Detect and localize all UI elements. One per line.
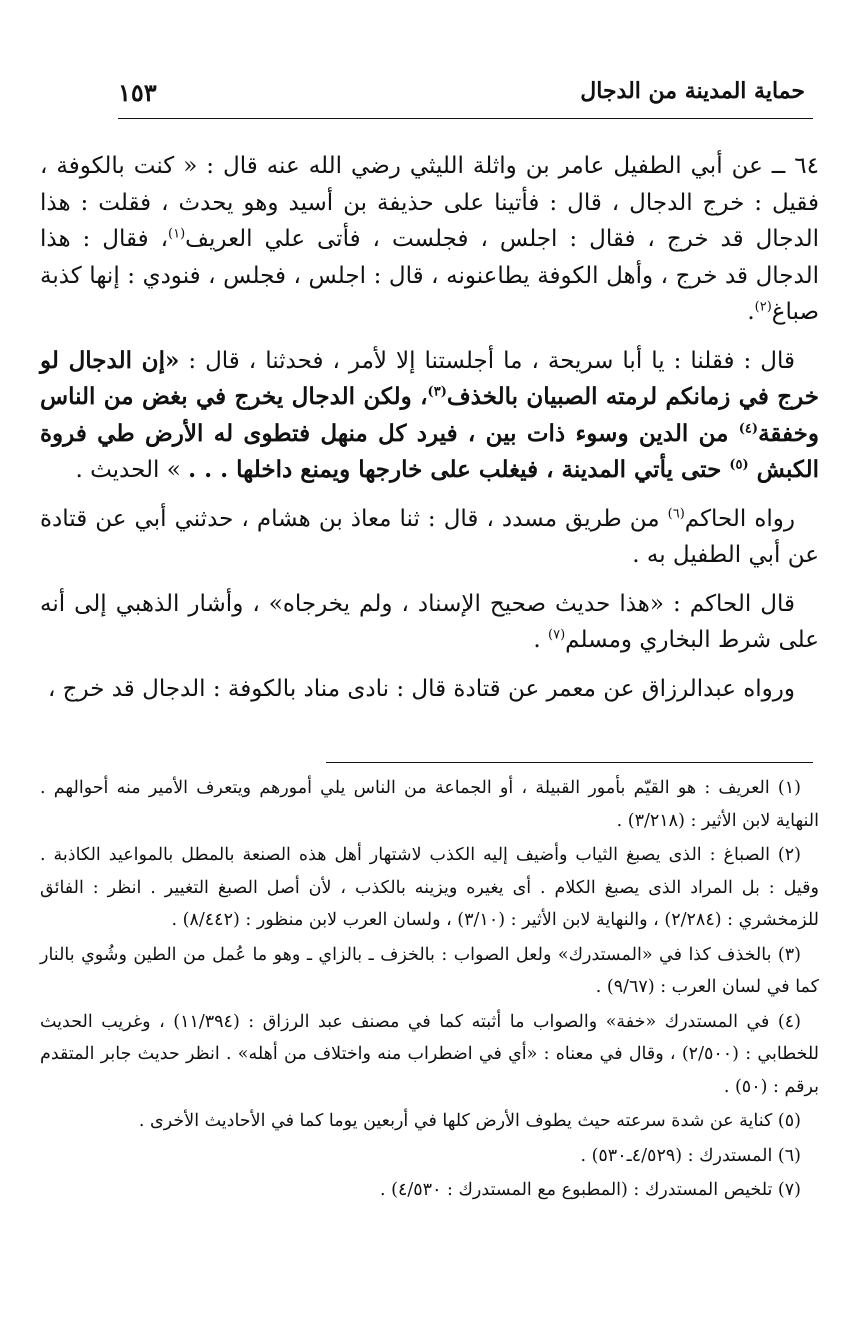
header-divider [118, 118, 813, 119]
footnote-ref: (٤) [738, 420, 759, 436]
prophetic-text: حتى يأتي المدينة ، فيغلب على خارجها ويمنع داخلها . . . [188, 456, 730, 483]
hadith-text: ٦٤ ــ عن أبي الطفيل عامر بن واثلة الليثي رضي الله عنه قال : « كنت بالكوفة ، فقيل : خرج الدجال ، قال : فأتينا على حذيفة بن أسيد وهو يحدث ، فقلت : هذا الدجال قد خرج ، فقال : اجلس ، فجلست ، فأتى علي العريف [40, 153, 819, 252]
footnote-7: (٧) تلخيص المستدرك : (المطبوع مع المستدرك : ٤/٥٣٠) . [380, 1180, 801, 1200]
narration-text: ورواه عبدالرزاق عن معمر عن قتادة قال : نادى مناد بالكوفة : الدجال قد خرج ، [47, 675, 795, 702]
hadith-text: ، فقال : هذا الدجال قد خرج ، وأهل الكوفة يطاعنونه ، قال : اجلس ، فجلس ، فنودي : إنها كذبة صباغ [40, 226, 819, 325]
footnote-ref: (٥) [729, 457, 749, 473]
footnote-2: (٢) الصباغ : الذى يصبغ الثياب وأضيف إليه الكذب لاشتهار أهل هذه الصنعة بالمطل بالمواعيد الكاذبة . وقيل : بل المراد الذى يصبغ الكلام . أى يغيره ويزينه بالكذب ، لأن أصل الصبغ التغيير . انظر : الفائق للزمخشري : (٢/٢٨٤) ، والنهاية لابن الأثير : (٣/١٠) ، ولسان العرب لابن منظور : (٨/٤٤٢) . [40, 845, 819, 930]
prophetic-text: ، ولكن الدجال يخرج في بغض من الناس وخفقة [40, 383, 819, 447]
paragraph-grading [40, 586, 819, 659]
footnote-5: (٥) كناية عن شدة سرعته حيث يطوف الأرض كلها في أربعين يوما كما في الأحاديث الأخرى . [138, 1111, 801, 1131]
footnote-4: (٤) في المستدرك «خفة» والصواب ما أثبته كما في مصنف عبد الرزاق : (١١/٣٩٤) ، وغريب الحديث للخطابي : (٢/٥٠٠) ، وقال في معناه : «أي في اضطراب منه واختلاف من أهله» . انظر حديث جابر المتقدم برقم : (٥٠) . [40, 1011, 819, 1097]
footnote-ref: (٧) [548, 627, 566, 643]
footnotes [40, 772, 819, 1209]
footnote-ref: (٣) [427, 384, 447, 400]
grading-text: قال الحاكم : «هذا حديث صحيح الإسناد ، ولم يخرجاه» ، وأشار الذهبي إلى أنه على شرط البخاري ومسلم [40, 590, 819, 653]
paragraph-hadith-64 [40, 148, 819, 331]
footnote-divider [326, 762, 813, 763]
running-title: حماية المدينة من الدجال [580, 78, 805, 104]
source-text: رواه الحاكم [684, 505, 795, 532]
narration-text: » الحديث . [75, 457, 189, 483]
footnote-ref: (١) [168, 226, 186, 242]
footnote-1: (١) العريف : هو القيّم بأمور القبيلة ، أو الجماعة من الناس يلي أمورهم ويتعرف الأمير منه أحوالهم . النهاية لابن الأثير : (٣/٢١٨) . [40, 778, 819, 831]
source-text: من طريق مسدد ، قال : ثنا معاذ بن هشام ، حدثني أبي عن قتادة عن أبي الطفيل به . [40, 505, 819, 568]
paragraph-source [40, 501, 819, 574]
main-text [40, 148, 819, 719]
page-header [118, 78, 805, 112]
page-number: ١٥٣ [118, 78, 157, 107]
narration-text: قال : فقلنا : يا أبا سريحة ، ما أجلستنا إلا لأمر ، فحدثنا ، قال : [179, 347, 796, 374]
footnote-6: (٦) المستدرك : (٤/٥٢٩ـ٥٣٠) . [580, 1145, 801, 1166]
prophetic-text: «إن الدجال لو خرج في زمانكم لرمته الصبيان بالخذف [40, 346, 819, 410]
paragraph-abdulrazzaq [40, 671, 819, 708]
footnote-ref: (٢) [754, 299, 772, 315]
prophetic-text: من الدين وسوء ذات بين ، فيرد كل منهل فتطوى له الأرض طي فروة الكبش [40, 419, 819, 483]
punctuation: . [747, 299, 755, 325]
footnote-3: (٣) بالخذف كذا في «المستدرك» ولعل الصواب : بالخزف ـ بالزاي ـ وهو ما عُمل من الطين وشُوي بالنار كما في لسان العرب : (٩/٦٧) . [40, 944, 819, 997]
paragraph-saying [40, 343, 819, 489]
punctuation: . [533, 627, 549, 653]
footnote-ref: (٦) [667, 505, 685, 521]
